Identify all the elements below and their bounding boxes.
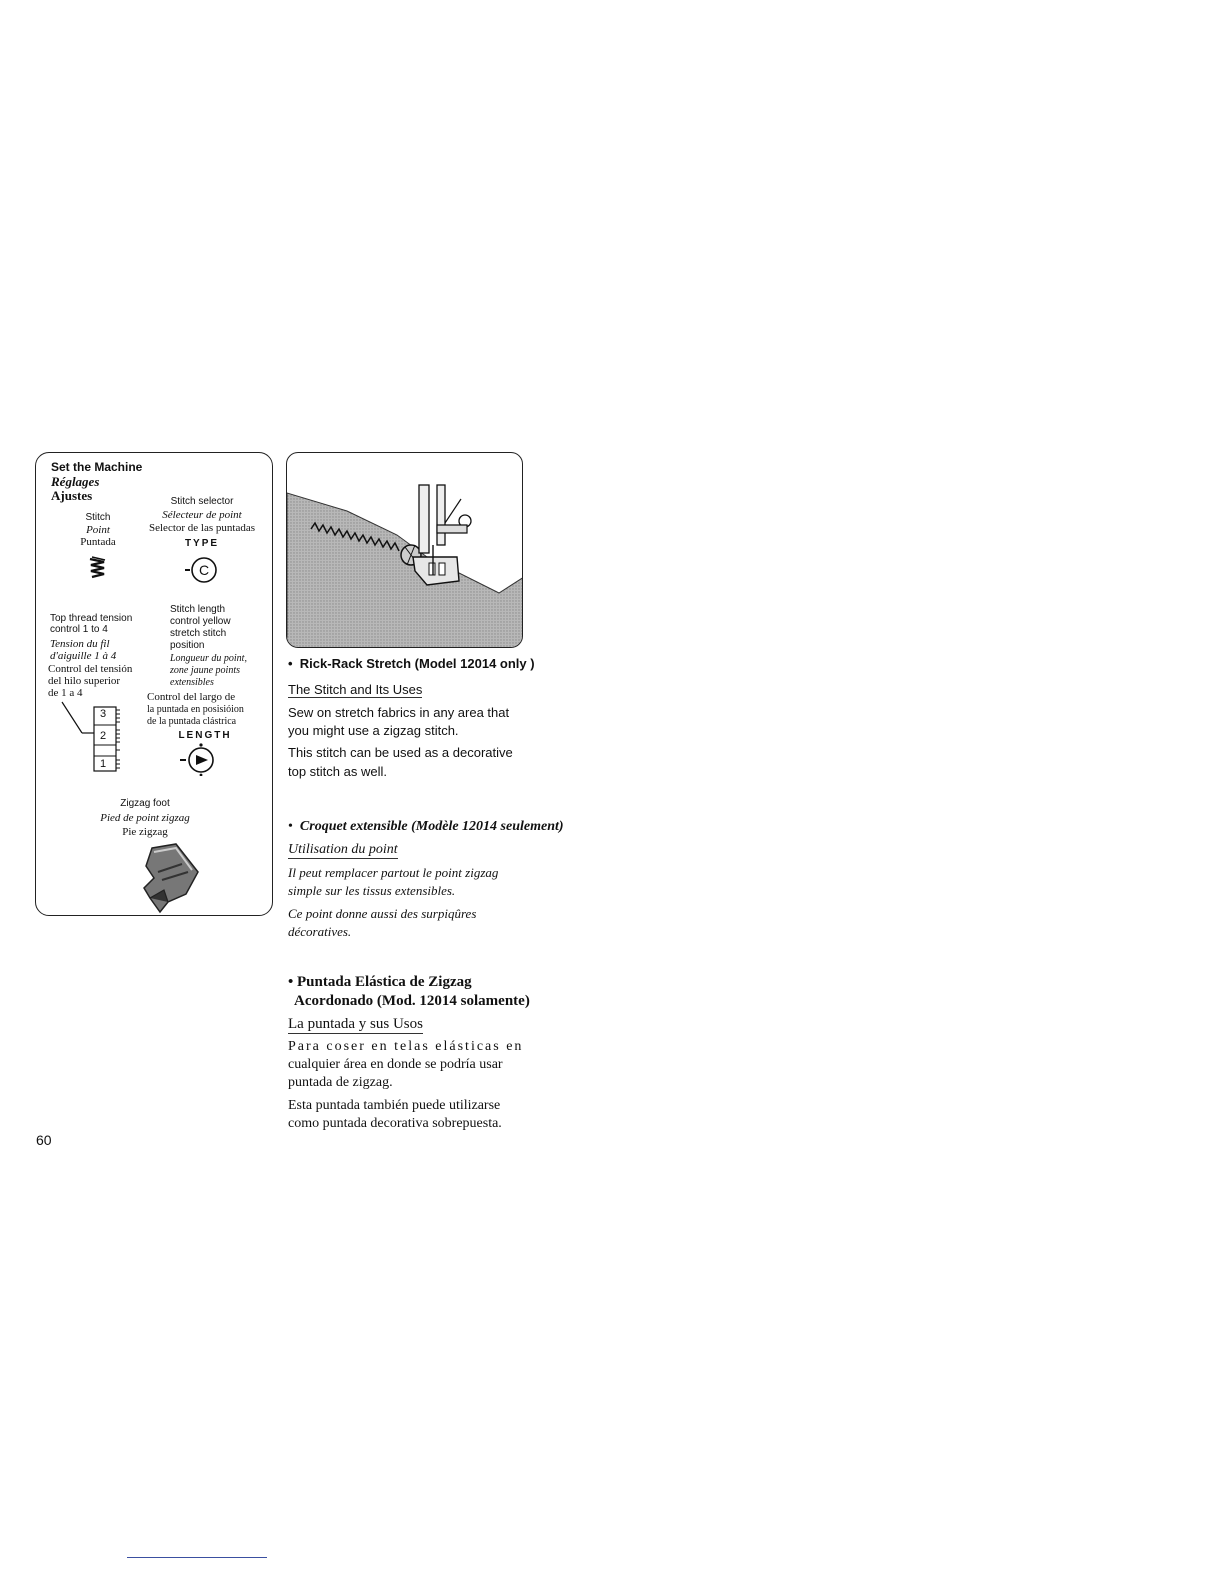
english-p2-line1: This stitch can be used as a decorative	[288, 745, 513, 760]
page-number: 60	[36, 1132, 52, 1148]
footer-rule	[127, 1557, 267, 1558]
length-en-2: control yellow	[170, 616, 231, 627]
spanish-p1-line2: cualquier área en donde se podría usar	[288, 1057, 503, 1072]
panel-title-fr: Réglages	[51, 474, 100, 489]
english-p2-line2: top stitch as well.	[288, 764, 387, 779]
french-p2-line2: décoratives.	[288, 924, 352, 939]
tension-value-3: 3	[99, 708, 107, 720]
spanish-bullet: •	[288, 974, 298, 990]
length-en-3: stretch stitch	[170, 628, 227, 639]
foot-label-es: Pie zigzag	[122, 826, 168, 838]
tension-en-1: Top thread tension	[50, 613, 133, 624]
foot-label-en: Zigzag foot	[120, 798, 170, 809]
selector-label-en: Stitch selector	[170, 496, 234, 507]
english-p1-line2: you might use a zigzag stitch.	[288, 723, 459, 738]
french-heading-text: Croquet extensible (Modèle 12014 seulement)	[299, 819, 564, 834]
spanish-p2-line1: Esta puntada también puede utilizarse	[288, 1098, 501, 1113]
type-dial-value: C	[198, 562, 210, 578]
tension-value-1: 1	[99, 758, 107, 770]
stitch-label-es: Puntada	[80, 536, 116, 548]
length-fr-2: zone jaune points	[170, 665, 240, 676]
tension-value-2: 2	[99, 730, 107, 742]
spanish-p1-line1: Para coser en telas elásticas en	[288, 1039, 524, 1054]
length-es-2: la puntada en posisióion	[147, 704, 244, 715]
selector-label-fr: Sélecteur de point	[162, 509, 242, 521]
spanish-p2-line2: como puntada decorativa sobrepuesta.	[288, 1116, 502, 1131]
english-bullet: •	[288, 656, 300, 671]
length-label: LENGTH	[178, 730, 232, 741]
type-label: TYPE	[184, 538, 220, 549]
spanish-subheading	[288, 1017, 423, 1034]
tension-en-2: control 1 to 4	[50, 624, 108, 635]
length-es-3: de la puntada clástrica	[147, 716, 237, 727]
english-subheading-text: The Stitch and Its Uses	[288, 682, 423, 697]
tension-es-2: del hilo superior	[48, 675, 121, 687]
panel-title-es: Ajustes	[51, 488, 93, 503]
length-en-4: position	[170, 640, 205, 651]
french-bullet: •	[288, 819, 300, 834]
french-subheading	[288, 843, 398, 859]
length-dial-icon	[178, 742, 224, 776]
length-fr-3: extensibles	[170, 677, 214, 688]
tension-scale-graphic	[58, 700, 124, 774]
tension-fr-2: d'aiguille 1 à 4	[50, 650, 117, 662]
french-subheading-text: Utilisation du point	[288, 842, 398, 857]
spanish-p1-line3: puntada de zigzag.	[288, 1075, 393, 1090]
english-heading-text: Rick-Rack Stretch (Model 12014 only )	[299, 656, 535, 671]
length-es-1: Control del largo de	[147, 691, 236, 703]
stitch-illustration-frame	[286, 452, 523, 648]
spanish-heading-text-1: Puntada Elástica de Zigzag	[297, 974, 472, 990]
stitch-label-fr: Point	[86, 524, 110, 536]
foot-label-fr: Pied de point zigzag	[100, 812, 190, 824]
zigzag-foot-icon	[138, 842, 204, 914]
length-en-1: Stitch length	[170, 604, 226, 615]
tension-fr-1: Tension du fil	[50, 638, 110, 650]
tension-es-1: Control del tensión	[48, 663, 133, 675]
tension-es-3: de 1 a 4	[48, 687, 83, 699]
panel-title-en: Set the Machine	[51, 460, 143, 474]
english-p1-line1: Sew on stretch fabrics in any area that	[288, 705, 510, 720]
french-p1-line1: Il peut remplacer partout le point zigzag	[288, 865, 499, 880]
length-fr-1: Longueur du point,	[170, 653, 247, 664]
french-p2-line1: Ce point donne aussi des surpiqûres	[288, 906, 477, 921]
type-dial	[183, 555, 223, 585]
spanish-subheading-text: La puntada y sus Usos	[288, 1016, 423, 1032]
spanish-heading-line1	[288, 975, 472, 990]
sewing-foot-illustration	[287, 453, 523, 648]
zigzag-stitch-icon	[88, 556, 108, 580]
french-heading	[288, 820, 564, 834]
selector-label-es: Selector de las puntadas	[149, 522, 255, 534]
french-p1-line2: simple sur les tissus extensibles.	[288, 883, 456, 898]
stitch-label-en: Stitch	[85, 512, 111, 523]
english-heading	[288, 657, 535, 670]
spanish-heading-line2: Acordonado (Mod. 12014 solamente)	[294, 993, 530, 1009]
english-subheading	[288, 683, 422, 698]
